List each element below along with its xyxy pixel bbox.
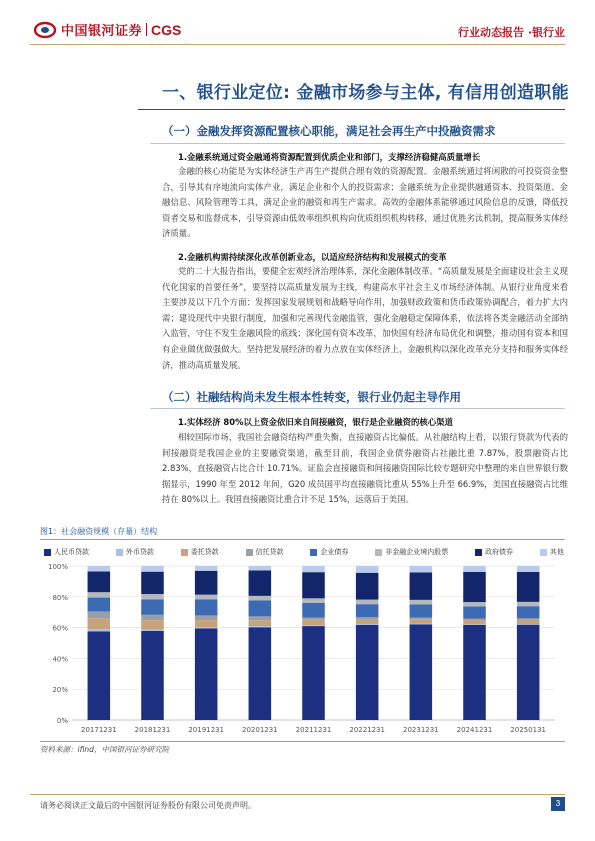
y-tick-label: 40% bbox=[52, 655, 68, 664]
bar-segment bbox=[141, 594, 164, 599]
bar-segment bbox=[302, 603, 325, 618]
bar-segment bbox=[517, 620, 540, 624]
stacked-bar-chart bbox=[40, 542, 565, 742]
section-title: 一、银行业定位: 金融市场参与主体, 有信用创造职能 bbox=[162, 83, 569, 103]
section-divider bbox=[138, 109, 565, 110]
x-tick-label: 20181231 bbox=[134, 726, 171, 734]
bar-segment bbox=[88, 598, 111, 612]
bar-segment bbox=[463, 572, 486, 602]
page-header bbox=[0, 0, 595, 44]
bar-segment bbox=[302, 598, 325, 603]
x-tick-label: 20191231 bbox=[188, 726, 224, 734]
bar-segment bbox=[195, 599, 218, 615]
subsection-divider-1 bbox=[150, 143, 565, 144]
bar-segment bbox=[195, 571, 218, 595]
bar-segment bbox=[517, 572, 540, 602]
bar-segment bbox=[410, 605, 433, 618]
legend-label: 人民币贷款 bbox=[54, 548, 89, 556]
subsection-title-2: （二）社融结构尚未发生根本性转变，银行业仍起主导作用 bbox=[162, 390, 461, 404]
bar-segment bbox=[88, 618, 111, 629]
bar-segment bbox=[141, 615, 164, 620]
bar-segment bbox=[410, 624, 433, 720]
bar-segment bbox=[517, 618, 540, 620]
bar-segment bbox=[356, 573, 379, 600]
bar-segment bbox=[88, 611, 111, 618]
paragraph-heading-3: 1.实体经济 80%以上资金依旧来自间接融资，银行是企业融资的核心渠道 bbox=[178, 417, 453, 427]
legend-label: 非金融企业境内股票 bbox=[385, 548, 449, 556]
bar-segment bbox=[463, 566, 486, 572]
bar-segment bbox=[463, 620, 486, 624]
bar-segment bbox=[517, 625, 540, 720]
bar-segment bbox=[88, 592, 111, 597]
bar-segment bbox=[410, 619, 433, 624]
bar-segment bbox=[249, 596, 272, 601]
y-tick-label: 0% bbox=[56, 717, 68, 725]
bar-segment bbox=[249, 627, 272, 720]
figure-title: 图1：社会融资规模（存量）结构 bbox=[40, 527, 158, 536]
bar-segment bbox=[195, 615, 218, 620]
bar-segment bbox=[249, 600, 272, 616]
y-tick-label: 80% bbox=[52, 593, 68, 602]
bar-segment bbox=[141, 631, 164, 720]
bar-segment bbox=[410, 566, 433, 572]
logo-text-cn: 中国银河证券 bbox=[61, 24, 143, 39]
paragraph-1: 金融的核心功能是为实体经济生产再生产提供合理有效的资源配置。金融系统通过将闲散的可投资资金整合，引导其有序地流向实体产业，满足企业和个人的投资需求；金融系统为企业提供融通资本、投资渠道、金融信息、风险管理等工具，满足企业的融资和再生产需求。高效的金融体系能够通过风险信息的反馈，降低投资者交易和监督成本，引导资源由低效率组织机构向优质组织机构转移，通过优胜劣汰机制，提高服务实体经济质量。 bbox=[162, 166, 568, 239]
bar-segment bbox=[195, 566, 218, 571]
bar-segment bbox=[356, 625, 379, 720]
x-tick-label: 20201231 bbox=[242, 726, 278, 734]
bar-segment bbox=[463, 619, 486, 621]
x-tick-label: 20250131 bbox=[510, 726, 546, 734]
paragraph-heading-1: 1.金融系统通过资金融通将资源配置到优质企业和部门，支撑经济稳健高质量增长 bbox=[178, 152, 481, 162]
bar-segment bbox=[249, 626, 272, 627]
bar-segment bbox=[410, 600, 433, 605]
x-tick-label: 20171231 bbox=[81, 726, 117, 734]
figure-divider bbox=[40, 539, 565, 540]
logo-mark-icon bbox=[34, 21, 56, 39]
bar-segment bbox=[356, 617, 379, 619]
legend-label: 信托贷款 bbox=[255, 548, 284, 556]
bar-segment bbox=[410, 624, 433, 625]
bar-segment bbox=[249, 566, 272, 570]
company-logo bbox=[34, 20, 181, 39]
x-tick-label: 20241231 bbox=[456, 726, 493, 734]
bar-segment bbox=[249, 616, 272, 620]
header-divider bbox=[30, 44, 565, 45]
bar-segment bbox=[356, 600, 379, 605]
bar-segment bbox=[141, 566, 164, 572]
y-tick-label: 60% bbox=[52, 624, 68, 633]
bar-segment bbox=[88, 566, 111, 571]
legend-label: 政府债券 bbox=[485, 548, 514, 556]
bar-segment bbox=[356, 624, 379, 625]
bar-segment bbox=[410, 618, 433, 620]
bar-segment bbox=[141, 620, 164, 629]
bar-segment bbox=[356, 566, 379, 573]
bar-segment bbox=[356, 604, 379, 617]
bar-segment bbox=[517, 566, 540, 572]
report-type: 行业动态报告 ·银行业 bbox=[457, 26, 565, 39]
x-tick-label: 20221231 bbox=[349, 726, 385, 734]
bar-segment bbox=[141, 599, 164, 614]
bar-segment bbox=[463, 606, 486, 618]
bar-segment bbox=[302, 618, 325, 620]
bar-segment bbox=[195, 628, 218, 720]
bar-segment bbox=[463, 602, 486, 606]
bar-segment bbox=[302, 625, 325, 626]
bar-segment bbox=[249, 620, 272, 626]
bar-segment bbox=[88, 571, 111, 592]
page-number: 3 bbox=[551, 797, 565, 811]
paragraph-heading-2: 2.金融机构需持续深化改革创新业态，以适应经济结构和发展模式的变革 bbox=[178, 252, 447, 262]
bar-segment bbox=[195, 627, 218, 628]
bar-segment bbox=[356, 619, 379, 624]
bar-segment bbox=[88, 631, 111, 720]
bar-segment bbox=[88, 629, 111, 631]
bar-segment bbox=[249, 570, 272, 595]
legend-label: 外币贷款 bbox=[125, 548, 154, 556]
bar-segment bbox=[302, 572, 325, 598]
bar-segment bbox=[463, 625, 486, 720]
paragraph-3: 相较国际市场，我国社会融资结构严重失衡，直接融资占比偏低。从社融结构上看，以银行贷款为代表的间接融资是我国企业的主要融资渠道，截至目前，我国企业债券融资占社融比重 7.87%，股票融资占比 2.83%，直接融资占比合计 10.71%。证监会直接融资和间接融资国际比较专题研究中整理的来自世界银行数据显示，1990 年至 2012 年间，G20 成员国平均直接融资比重从 55%上升至 66.9%，美国直接融资占比维持在 80%以上。我国直接融资比重合计不足 15%，远落后于美国。 bbox=[162, 432, 568, 505]
legend-label: 委托贷款 bbox=[190, 548, 219, 556]
paragraph-2: 党的二十大报告指出，要健全宏观经济治理体系，深化金融体制改革。“高质量发展是全面建设社会主义现代化国家的首要任务”，要坚持以高质量发展为主线，构建高水平社会主义市场经济体制。从银行业角度来看主要涉及以下几个方面：发挥国家发展规划和战略导向作用，加强财政政策和货币政策协调配合，着力扩大内需；建设现代中央银行制度，加强和完善现代金融监管，强化金融稳定保障体系，依法将各类金融活动全部纳入监管，守住不发生金融风险的底线；深化国有资本改革，加快国有经济布局优化和调整，推动国有资本和国有企业做优做强做大。坚持把发展经济的着力点放在实体经济上，金融机构以深化改革充分支持和服务实体经济，推动高质量发展。 bbox=[162, 266, 568, 370]
legend-label: 企业债券 bbox=[320, 548, 349, 556]
bar-segment bbox=[302, 566, 325, 572]
bar-segment bbox=[517, 606, 540, 618]
footer-disclaimer: 请务必阅读正文最后的中国银河证券股份有限公司免责声明。 bbox=[40, 801, 256, 810]
subsection-title-1: （一）金融发挥资源配置核心职能，满足社会再生产中投融资需求 bbox=[162, 124, 496, 138]
logo-separator bbox=[146, 23, 147, 36]
x-tick-label: 20231231 bbox=[403, 726, 439, 734]
bar-segment bbox=[302, 620, 325, 625]
y-tick-label: 100% bbox=[47, 563, 68, 571]
source-divider bbox=[40, 741, 565, 742]
x-tick-label: 20211231 bbox=[295, 726, 332, 734]
bar-segment bbox=[517, 602, 540, 606]
bar-segment bbox=[195, 595, 218, 600]
bar-segment bbox=[141, 629, 164, 631]
bar-segment bbox=[141, 572, 164, 594]
legend-label: 其他 bbox=[549, 548, 564, 556]
bar-segment bbox=[410, 572, 433, 599]
subsection-divider-2 bbox=[150, 408, 565, 409]
bar-segment bbox=[195, 620, 218, 627]
footer-divider bbox=[30, 794, 565, 795]
figure-source: 资料来源：ifind，中国银河证券研究院 bbox=[40, 745, 169, 754]
bar-segment bbox=[302, 626, 325, 720]
logo-text-en: CGS bbox=[151, 21, 182, 38]
y-tick-label: 20% bbox=[52, 686, 68, 695]
